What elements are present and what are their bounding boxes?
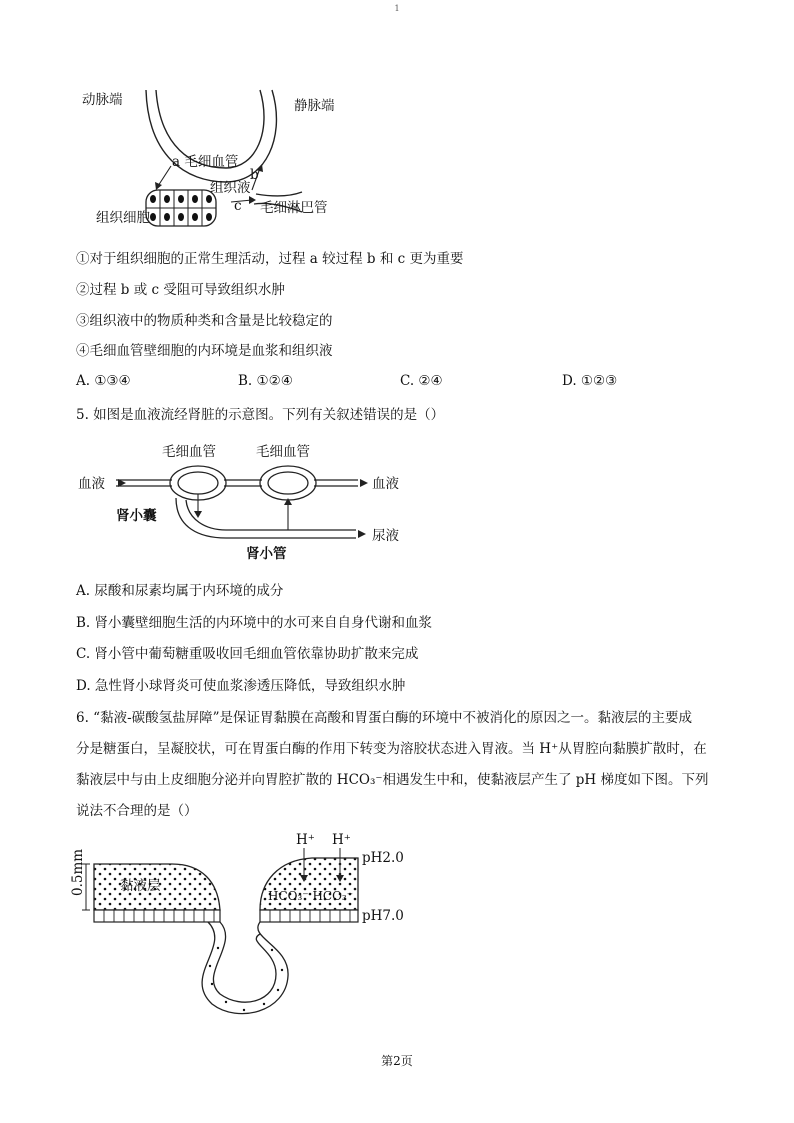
epithelium-left bbox=[94, 910, 220, 922]
capillary-1-label: 毛细血管 bbox=[162, 444, 216, 460]
kidney-diagram bbox=[76, 438, 416, 566]
q4-option-c: C. ②④ bbox=[400, 373, 443, 389]
q5-option-b: B. 肾小囊壁细胞生活的内环境中的水可来自自身代谢和血浆 bbox=[76, 615, 433, 631]
ph-top-label: pH2.0 bbox=[362, 850, 404, 866]
blood-in-label: 血液 bbox=[78, 476, 105, 492]
q4-statement-1: ①对于组织细胞的正常生理活动，过程 a 较过程 b 和 c 更为重要 bbox=[76, 251, 464, 267]
urine-label: 尿液 bbox=[372, 528, 399, 544]
page-top-mark: 1 bbox=[394, 4, 400, 13]
urine-arrow bbox=[358, 530, 366, 538]
mucus-barrier-diagram bbox=[72, 826, 412, 1032]
q4-statement-3: ③组织液中的物质种类和含量是比较稳定的 bbox=[76, 313, 333, 329]
label-c: c bbox=[234, 198, 242, 214]
q4-statement-2: ②过程 b 或 c 受阻可导致组织水肿 bbox=[76, 282, 285, 298]
mucus-layer-label: 黏液层 bbox=[120, 878, 161, 894]
capsule-label: 肾小囊 bbox=[116, 508, 157, 524]
capillary-diagram bbox=[76, 86, 376, 236]
tubule-lower bbox=[176, 498, 356, 538]
q6-stem-line-1: 6. “黏液-碳酸氢盐屏障”是保证胃黏膜在高酸和胃蛋白酶的环境中不被消化的原因之一。黏液层的主要成 bbox=[76, 710, 693, 726]
ph-bottom-label: pH7.0 bbox=[362, 908, 404, 924]
lymph-capillary-upper bbox=[256, 192, 302, 196]
h-plus-2-label: H⁺ bbox=[332, 832, 351, 848]
epithelium-right bbox=[260, 910, 358, 922]
glomerulus-1 bbox=[178, 472, 218, 494]
q5-option-a: A. 尿酸和尿素均属于内环境的成分 bbox=[76, 583, 284, 599]
tissue-cell-label: 组织细胞 bbox=[96, 210, 150, 226]
arrow-c-head bbox=[249, 196, 256, 204]
q5-option-c: C. 肾小管中葡萄糖重吸收回毛细血管依靠协助扩散来完成 bbox=[76, 646, 419, 662]
q5-stem: 5. 如图是血液流经肾脏的示意图。下列有关叙述错误的是（） bbox=[76, 407, 445, 423]
q4-option-b: B. ①②④ bbox=[238, 373, 293, 389]
lymph-capillary-label: 毛细淋巴管 bbox=[260, 200, 328, 216]
gland-fold-inner bbox=[213, 922, 276, 1002]
hco3-label: HCO₃⁻ HCO₃⁻ bbox=[268, 889, 354, 903]
q6-stem-line-4: 说法不合理的是（） bbox=[76, 803, 198, 819]
scale-label: 0.5mm bbox=[70, 848, 86, 896]
blood-out-label: 血液 bbox=[372, 476, 399, 492]
capillary-label: a 毛细血管 bbox=[172, 154, 239, 170]
q4-option-d: D. ①②③ bbox=[562, 373, 618, 389]
q4-statement-4: ④毛细血管壁细胞的内环境是血浆和组织液 bbox=[76, 343, 333, 359]
arrow-a-head bbox=[155, 182, 162, 190]
filtration-arrow-head bbox=[194, 511, 202, 518]
arrow-a bbox=[158, 166, 171, 186]
tissue-cells bbox=[146, 190, 216, 226]
q6-stem-line-3: 黏液层中与由上皮细胞分泌并向胃腔扩散的 HCO₃⁻相遇发生中和，使黏液层产生了 pH 梯度如下图。下列 bbox=[76, 772, 709, 788]
arterial-end-label: 动脉端 bbox=[82, 92, 123, 108]
page-number: 第2页 bbox=[381, 1054, 413, 1068]
tubule-upper bbox=[186, 500, 356, 530]
tubule-label: 肾小管 bbox=[246, 546, 287, 562]
q5-option-d: D. 急性肾小球肾炎可使血浆渗透压降低，导致组织水肿 bbox=[76, 678, 406, 694]
blood-out-arrow bbox=[360, 479, 368, 487]
tissue-fluid-label: 组织液 bbox=[210, 180, 251, 196]
label-b: b bbox=[250, 167, 259, 183]
q4-option-a: A. ①③④ bbox=[76, 373, 131, 389]
venous-end-label: 静脉端 bbox=[294, 98, 335, 114]
reabsorption-arrow-head bbox=[284, 498, 292, 505]
capillary-2-inner bbox=[268, 472, 308, 494]
q6-stem-line-2: 分是糖蛋白，呈凝胶状，可在胃蛋白酶的作用下转变为溶胶状态进入胃液。当 H⁺从胃腔向黏膜扩散时，在 bbox=[76, 741, 707, 757]
capillary-2-label: 毛细血管 bbox=[256, 444, 310, 460]
h-plus-1-label: H⁺ bbox=[296, 832, 315, 848]
